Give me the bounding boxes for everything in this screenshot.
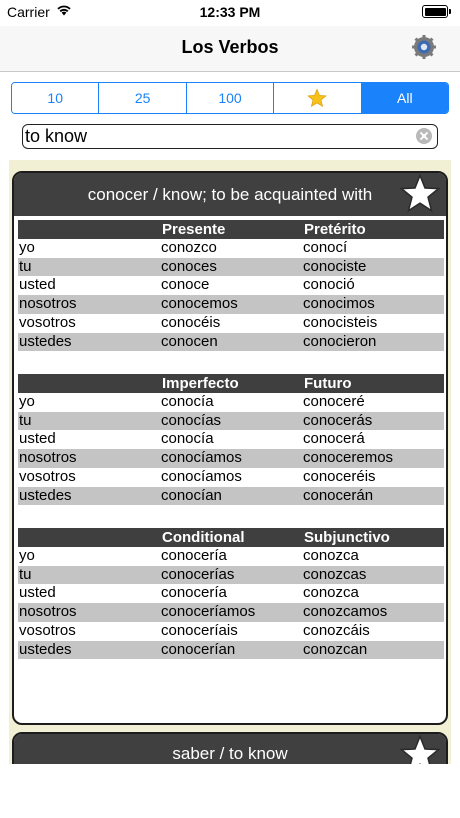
table-header: Presente Pretérito bbox=[18, 220, 444, 239]
filter-favorites[interactable] bbox=[274, 83, 361, 113]
table-row: yo conocía conoceré bbox=[19, 393, 365, 410]
table-row: ustedes conocen conocieron bbox=[18, 333, 444, 352]
table-row: vosotros conoceríais conozcáis bbox=[19, 621, 370, 639]
verb-title: saber / to know bbox=[172, 744, 288, 763]
status-bar bbox=[0, 0, 460, 26]
table-row: usted conocería conozca bbox=[19, 584, 359, 602]
table-row: nosotros conocíamos conoceremos bbox=[18, 449, 444, 468]
table-row: usted conocía conocerá bbox=[19, 430, 365, 448]
filter-segmented-control bbox=[11, 82, 449, 114]
table-row: nosotros conocemos conocimos bbox=[18, 295, 444, 314]
search-input[interactable] bbox=[22, 124, 438, 149]
table-header: Imperfecto Futuro bbox=[18, 374, 444, 393]
table-row: tu conoces conociste bbox=[18, 258, 444, 277]
star-icon bbox=[307, 88, 327, 108]
table-row: yo conocería conozca bbox=[19, 547, 359, 564]
table-row: ustedes conocían conocerán bbox=[18, 487, 444, 506]
verb-card-header bbox=[14, 173, 446, 216]
gear-icon[interactable] bbox=[412, 35, 436, 59]
battery-icon bbox=[422, 5, 448, 18]
filter-10[interactable]: 10 bbox=[12, 83, 99, 113]
star-icon[interactable] bbox=[400, 735, 440, 764]
table-row: ustedes conocerían conozcan bbox=[18, 641, 444, 660]
page-title: Los Verbos bbox=[181, 37, 279, 57]
navigation-bar bbox=[0, 26, 460, 72]
tense-table bbox=[18, 528, 444, 659]
table-row: yo conozco conocí bbox=[19, 239, 348, 256]
search-value: to know bbox=[25, 126, 88, 146]
table-row: tu conocerías conozcas bbox=[18, 566, 444, 585]
table-row: vosotros conocéis conocisteis bbox=[19, 313, 378, 331]
verb-card bbox=[12, 732, 448, 764]
verb-list[interactable] bbox=[9, 160, 451, 764]
carrier-label: Carrier bbox=[7, 4, 50, 20]
table-row: tu conocías conocerás bbox=[18, 412, 444, 431]
filter-all[interactable]: All bbox=[362, 83, 448, 113]
table-row: nosotros conoceríamos conozcamos bbox=[18, 603, 444, 622]
tense-table bbox=[18, 374, 444, 505]
verb-title: conocer / know; to be acquainted with bbox=[87, 185, 373, 204]
tense-table bbox=[18, 220, 444, 351]
table-header: Conditional Subjunctivo bbox=[18, 528, 444, 547]
verb-card bbox=[12, 171, 448, 725]
table-row: usted conoce conoció bbox=[19, 276, 355, 294]
filter-25[interactable]: 25 bbox=[99, 83, 186, 113]
clock: 12:33 PM bbox=[199, 4, 261, 20]
table-row: vosotros conocíamos conoceréis bbox=[19, 467, 376, 485]
star-icon[interactable] bbox=[400, 174, 440, 214]
clear-icon[interactable] bbox=[416, 128, 432, 144]
verb-card-header bbox=[14, 734, 446, 764]
filter-100[interactable]: 100 bbox=[187, 83, 274, 113]
